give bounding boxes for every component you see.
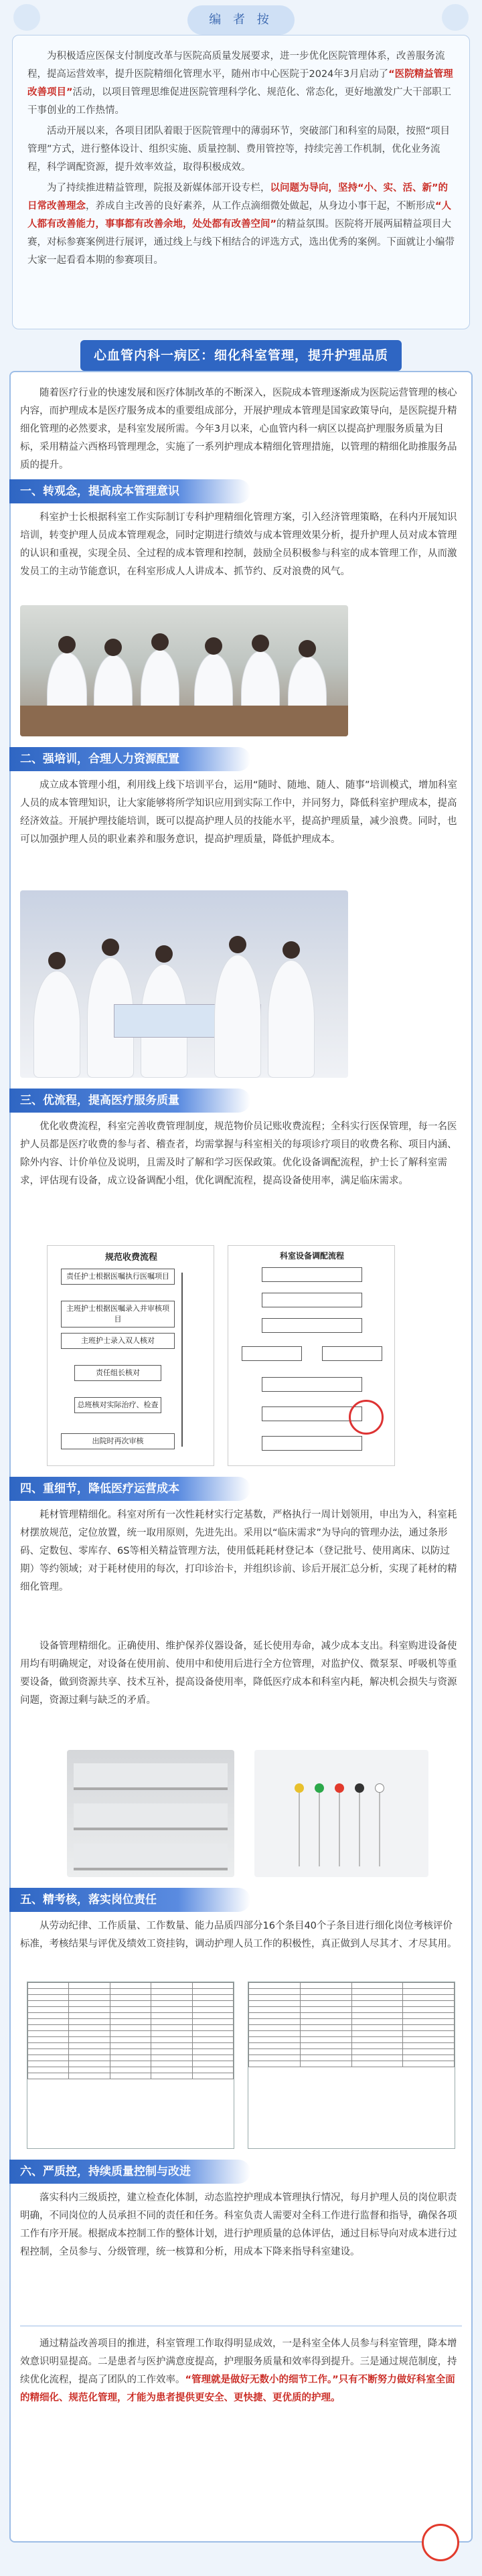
intro-paragraph-1: 为积极适应医保支付制度改革与医院高质量发展要求，进一步优化医院管理体系，改善服务流程，提高运营效率，提升医院精细化管理水平，随州市中心医院于2024年3月启动了“医院精益管理改善项目”活动，以项目管理思维促进医院管理科学化、规范化、常态化，更好地激发广大干部职工干事创业的工作热情。	[27, 51, 453, 116]
decor-circle	[13, 4, 40, 31]
assessment-form-1	[27, 1982, 234, 2149]
section-4-text-2: 设备管理精细化。正确使用、维护保养仪器设备，延长使用寿命，减少成本支出。科室购进设备使用均有明确规定，对设备在使用前、使用中和使用后进行全方位管理，对监护仪、微泵泵、呼吸机等重要设备，做到资源共享、技术互补，提高设备使用率，降低医疗成本和科室内耗，解决机会损失与资源问题，资源过剩与缺乏的矛盾。	[20, 1641, 457, 1706]
billing-flowchart	[47, 1245, 214, 1466]
section-5-heading: 五、精考核，落实岗位责任	[9, 1888, 250, 1912]
flow-step: 责任组长核对	[74, 1365, 161, 1381]
section-2-text: 成立成本管理小组，利用线上线下培训平台，运用“随时、随地、随人、随事”培训模式，增加科室人员的成本管理知识，让大家能够将所学知识应用到实际工作中，并同努力，降低科室护理成本，提高经济效益。开展护理技能培训，既可以提高护理人员的技能水平，提高护理质量，减少浪费。同时，也可以加强护理人员的职业素养和服务意识，提高护理质量，降低护理成本。	[20, 780, 458, 845]
supply-shelf-photo	[67, 1750, 234, 1877]
section-6-heading: 六、严质控，持续质量控制与改进	[9, 2160, 250, 2184]
section-1-heading: 一、转观念，提高成本管理意识	[9, 479, 250, 503]
equipment-flowchart-title: 科室设备调配流程	[279, 1251, 344, 1261]
intro-paragraph-2: 活动开展以来，各项目团队着眼于医院管理中的薄弱环节，突破部门和科室的局限，按照“项目管理”方式，进行整体设计、组织实施、质量控制、费用管控等，持续完善工作机制，优化业务流程，科学调配资源，提升效率效益，取得积极成效。	[27, 126, 451, 173]
lead-paragraph: 随着医疗行业的快速发展和医疗体制改革的不断深入，医院成本管理逐渐成为医院运营管理的核心内容，而护理成本是医疗服务成本的重要组成部分，开展护理成本管理是国家政策导向，是医院提升精细化管理的必然要求，是科室发展所需。今年3月以来，心血管内科一病区以提高护理服务质量为目标，采用精益六西格玛管理理念，实施了一系列护理成本精细化管理措施，以管理的精细化助推服务品质的提升。	[20, 388, 457, 471]
intro-paragraph-3: 为了持续推进精益管理，院报及新媒体部开设专栏，以问题为导向，坚持“小、实、活、新”的日常改善理念，养成自主改善的良好素养，从工作点滴细微处做起，从身边小事干起，不断形成“人人都有改善能力，事事都有改善余地，处处都有改善空间”的精益氛围。医院将开展两届精益项目大赛，对标参赛案例进行展评，通过线上与线下相结合的评选方式，选出优秀的案例。下面就让小编带大家一起看看本期的参赛项目。	[27, 183, 455, 266]
ecg-electrodes-photo	[254, 1750, 428, 1877]
flow-step: 主班护士录入双人核对	[61, 1333, 175, 1349]
skills-training-photo	[20, 890, 348, 1078]
section-6-text: 落实科内三级质控，建立检查化体制，动态监控护理成本管理执行情况，每月护理人员的岗位职责明确，不同岗位的人员承担不同的责任和任务。科室负责人需要对全科工作进行监督和指导，确保各项工作有序开展。根据成本控制工作的整体计划，进行护理质量的总体评估，通过目标导向对成本进行过程控制，全员参与、分级管理，统一核算和分析，用成本下降来指导科室建设。	[20, 2192, 457, 2257]
section-5-text: 从劳动纪律、工作质量、工作数量、能力品质四部分16个条目40个子条目进行细化岗位考核评价标准，考核结果与评优及绩效工资挂钩，调动护理人员工作的积极性，真正做到人尽其才、才尽其用。	[20, 1921, 457, 1949]
editor-note-tag: 编 者 按	[187, 5, 295, 35]
section-1-text: 科室护士长根据科室工作实际制订专科护理精细化管理方案，引入经济管理策略，在科内开展知识培训，转变护理人员成本管理观念，同时定期进行绩效与成本管理效果分析，提升护理人员对成本管理的认识和重视，实现全员、全过程的成本管理和控制，鼓励全员积极参与科室的成本管理工作，从而激发员工的主动节能意识，在科室形成人人讲成本、抓节约、反对浪费的风气。	[20, 512, 457, 577]
billing-flowchart-title: 规范收费流程	[104, 1253, 157, 1263]
section-3-heading: 三、优流程，提高医疗服务质量	[9, 1089, 250, 1113]
section-3-text: 优化收费流程，科室完善收费管理制度，规范物价员记账收费流程；全科实行医保管理，每一名医护人员都是医疗收费的参与者、稽查者，均需掌握与科室相关的每项诊疗项目的收费名称、项目内涵、除外内容、计价单位及说明，且需及时了解和学习医保政策。优化设备调配流程，护士长了解科室需求，评估现有设备，成立设备调配小组，优化调配流程，提高设备使用率，满足临床需求。	[20, 1121, 457, 1186]
editor-note-box	[12, 35, 470, 329]
flow-step: 总班核对实际治疗、检查	[74, 1397, 161, 1413]
training-session-photo	[20, 605, 348, 736]
hospital-logo	[422, 2524, 459, 2561]
flow-step: 主班护士根据医嘱录入并审核项目	[61, 1301, 175, 1327]
assessment-form-2	[248, 1982, 455, 2149]
flow-step: 责任护士根据医嘱执行医嘱项目	[61, 1269, 175, 1285]
article-title: 心血管内科一病区：细化科室管理，提升护理品质	[80, 340, 402, 371]
section-4-text-1: 耗材管理精细化。科室对所有一次性耗材实行定基数，严格执行一周计划领用，申出为入，科室耗材摆放规范，定位放置，统一取用原则，先进先出。采用以“临床需求”为导向的管理办法，通过条形码、定数包、零库存、6S等相关精益管理方法，使用低耗耗材登记本（登记批号、使用离床、以防过期）等约领域；对于耗材使用的每次，打印诊治卡，并组织诊前、诊后开展汇总分析，实现了耗材的精细化管理。	[20, 1510, 457, 1593]
decor-circle	[442, 4, 469, 31]
department-stamp	[349, 1400, 384, 1435]
section-4-heading: 四、重细节，降低医疗运营成本	[9, 1477, 250, 1501]
flow-step: 出院时再次审核	[61, 1433, 175, 1449]
closing-paragraph: 通过精益改善项目的推进，科室管理工作取得明显成效，一是科室全体人员参与科室管理，降本增效意识明显提高。二是患者与医护满意度提高，护理服务质量和效率得到提升。三是通过规范制度，持续优化流程，提高了团队的工作效率。“管理就是做好无数小的细节工作。”只有不断努力做好科室全面的精细化、规范化管理，才能为患者提供更安全、更快捷、更优质的护理。	[20, 2338, 457, 2403]
section-2-heading: 二、强培训，合理人力资源配置	[9, 747, 250, 771]
equipment-flowchart	[228, 1245, 395, 1466]
